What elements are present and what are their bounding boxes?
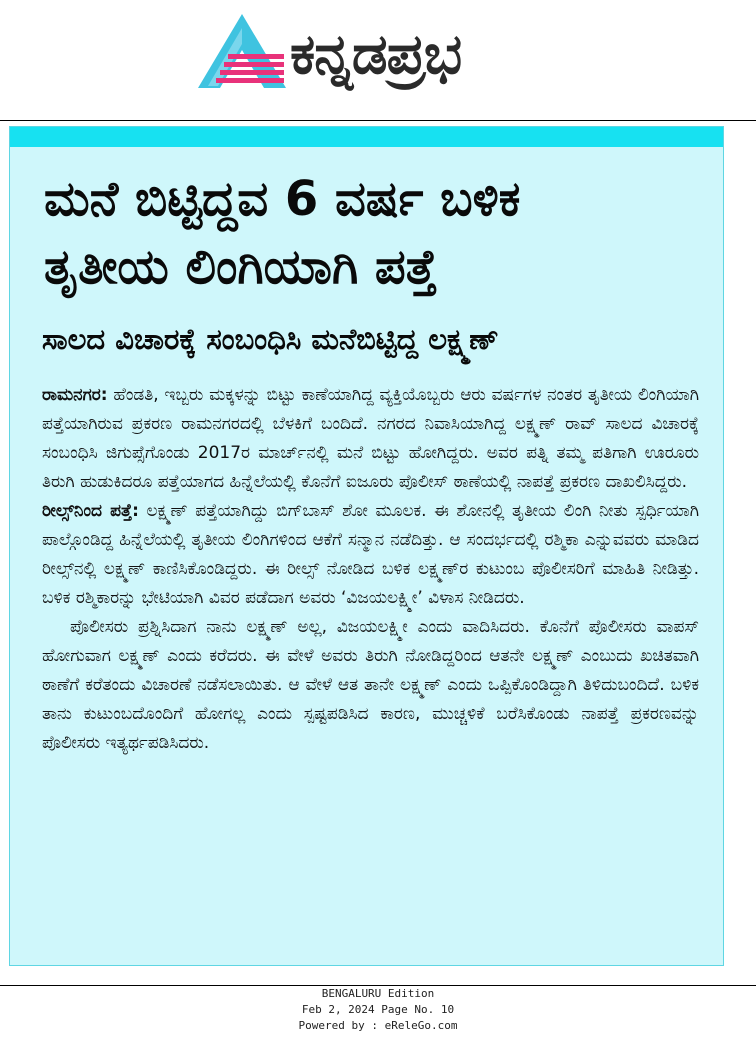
- masthead-divider: [0, 120, 756, 121]
- dateline-lead: ರಾಮನಗರ:: [42, 385, 108, 405]
- paragraph-3: [42, 613, 699, 758]
- article-top-band: [10, 127, 723, 147]
- article-body: [42, 381, 699, 758]
- section-lead: ರೀಲ್ಸ್‌ನಿಂದ ಪತ್ತೆ:: [42, 501, 139, 521]
- kannada-prabha-logo-icon: [198, 14, 286, 88]
- date-page-label: Feb 2, 2024 Page No. 10: [301, 1003, 455, 1016]
- article-headline: [44, 165, 704, 301]
- paragraph-2: [42, 497, 699, 613]
- news-article: [9, 126, 724, 966]
- page-footer: [0, 986, 756, 1034]
- headline-line-2: ತೃತೀಯ ಲಿಂಗಿಯಾಗಿ ಪತ್ತೆ: [44, 239, 438, 295]
- paragraph-3-text: ಪೊಲೀಸರು ಪ್ರಶ್ನಿಸಿದಾಗ ನಾನು ಲಕ್ಷ್ಮಣ್ ಅಲ್ಲ, ವಿಜಯಲಕ್ಷ್ಮೀ ಎಂದು ವಾದಿಸಿದರು. ಕೊನೆಗೆ ಪೊಲೀಸರು ವಾಪಸ್ ಹೋಗುವಾಗ ಲಕ್ಷ್ಮಣ್ ಎಂದು ಕರೆದರು. ಈ ವೇಳೆ ಅವರು ತಿರುಗಿ ನೋಡಿದ್ದರಿಂದ ಆತನೇ ಲಕ್ಷ್ಮಣ್ ಎಂಬುದು ಖಚಿತವಾಗಿ ಠಾಣೆಗೆ ಕರೆತಂದು ವಿಚಾರಣೆ ನಡೆಸಲಾಯಿತು. ಆ ವೇಳೆ ಆತ ತಾನೇ ಲಕ್ಷ್ಮಣ್ ಎಂದು ಒಪ್ಪಿಕೊಂಡಿದ್ದಾಗಿ ತಿಳಿದುಬಂದಿದೆ. ಬಳಿಕ ತಾನು ಕುಟುಂಬದೊಂದಿಗೆ ಹೋಗಲ್ಲ ಎಂದು ಸ್ಪಷ್ಟಪಡಿಸಿದ ಕಾರಣ, ಮುಚ್ಚಳಿಕೆ ಬರೆಸಿಕೊಂಡು ನಾಪತ್ತೆ ಪ್ರಕರಣವನ್ನು ಪೊಲೀಸರು ಇತ್ಯರ್ಥಪಡಿಸಿದರು.: [42, 617, 699, 753]
- masthead: [0, 0, 756, 120]
- paragraph-1: [42, 381, 699, 497]
- edition-label: BENGALURU Edition: [321, 987, 435, 1000]
- newspaper-logo-text: ಕನ್ನಡಪ್ರಭ: [290, 22, 462, 87]
- headline-line-1: ಮನೆ ಬಿಟ್ಟಿದ್ದವ 6 ವರ್ಷ ಬಳಿಕ: [44, 171, 521, 227]
- paragraph-1-text: ಹೆಂಡತಿ, ಇಬ್ಬರು ಮಕ್ಕಳನ್ನು ಬಿಟ್ಟು ಕಾಣೆಯಾಗಿದ್ದ ವ್ಯಕ್ತಿಯೊಬ್ಬರು ಆರು ವರ್ಷಗಳ ನಂತರ ತೃತೀಯ ಲಿಂಗಿಯಾಗಿ ಪತ್ತೆಯಾಗಿರುವ ಪ್ರಕರಣ ರಾಮನಗರದಲ್ಲಿ ಬೆಳಕಿಗೆ ಬಂದಿದೆ. ನಗರದ ನಿವಾಸಿಯಾಗಿದ್ದ ಲಕ್ಷ್ಮಣ್ ರಾವ್ ಸಾಲದ ವಿಚಾರಕ್ಕೆ ಸಂಬಂಧಿಸಿ ಜಿಗುಪ್ಸೆಗೊಂಡು 2017ರ ಮಾರ್ಚ್‌ನಲ್ಲಿ ಮನೆ ಬಿಟ್ಟು ಹೋಗಿದ್ದರು. ಅವರ ಪತ್ನಿ ತಮ್ಮ ಪತಿಗಾಗಿ ಊರೂರು ತಿರುಗಿ ಹುಡುಕಿದರೂ ಪತ್ತೆಯಾಗದ ಹಿನ್ನೆಲೆಯಲ್ಲಿ ಕೊನೆಗೆ ಐಜೂರು ಪೊಲೀಸ್ ಠಾಣೆಯಲ್ಲಿ ನಾಪತ್ತೆ ಪ್ರಕರಣ ದಾಖಲಿಸಿದ್ದರು.: [42, 385, 699, 492]
- article-subheadline: ಸಾಲದ ವಿಚಾರಕ್ಕೆ ಸಂಬಂಧಿಸಿ ಮನೆಬಿಟ್ಟಿದ್ದ ಲಕ್ಷ್ಮಣ್: [42, 322, 499, 356]
- paragraph-2-text: ಲಕ್ಷ್ಮಣ್ ಪತ್ತೆಯಾಗಿದ್ದು ಬಿಗ್‌ಬಾಸ್ ಶೋ ಮೂಲಕ. ಈ ಶೋನಲ್ಲಿ ತೃತೀಯ ಲಿಂಗಿ ನೀತು ಸ್ಪರ್ಧಿಯಾಗಿ ಪಾಲ್ಗೊಂಡಿದ್ದ ಹಿನ್ನೆಲೆಯಲ್ಲಿ ತೃತೀಯ ಲಿಂಗಿಗಳಿಂದ ಆಕೆಗೆ ಸನ್ಮಾನ ನಡೆದಿತ್ತು. ಆ ಸಂದರ್ಭದಲ್ಲಿ ರಶ್ಮಿಕಾ ಎನ್ನುವವರು ಮಾಡಿದ ರೀಲ್ಸ್‌ನಲ್ಲಿ ಲಕ್ಷ್ಮಣ್ ಕಾಣಿಸಿಕೊಂಡಿದ್ದರು. ಈ ರೀಲ್ಸ್ ನೋಡಿದ ಬಳಿಕ ಲಕ್ಷ್ಮಣ್‌ರ ಕುಟುಂಬ ಪೊಲೀಸರಿಗೆ ಮಾಹಿತಿ ನೀಡಿತ್ತು. ಬಳಿಕ ರಶ್ಮಿಕಾರನ್ನು ಭೇಟಿಯಾಗಿ ವಿವರ ಪಡೆದಾಗ ಅವರು ‘ವಿಜಯಲಕ್ಷ್ಮೀ’ ವಿಳಾಸ ನೀಡಿದರು.: [42, 501, 699, 608]
- powered-by-label: Powered by : eReleGo.com: [298, 1019, 458, 1032]
